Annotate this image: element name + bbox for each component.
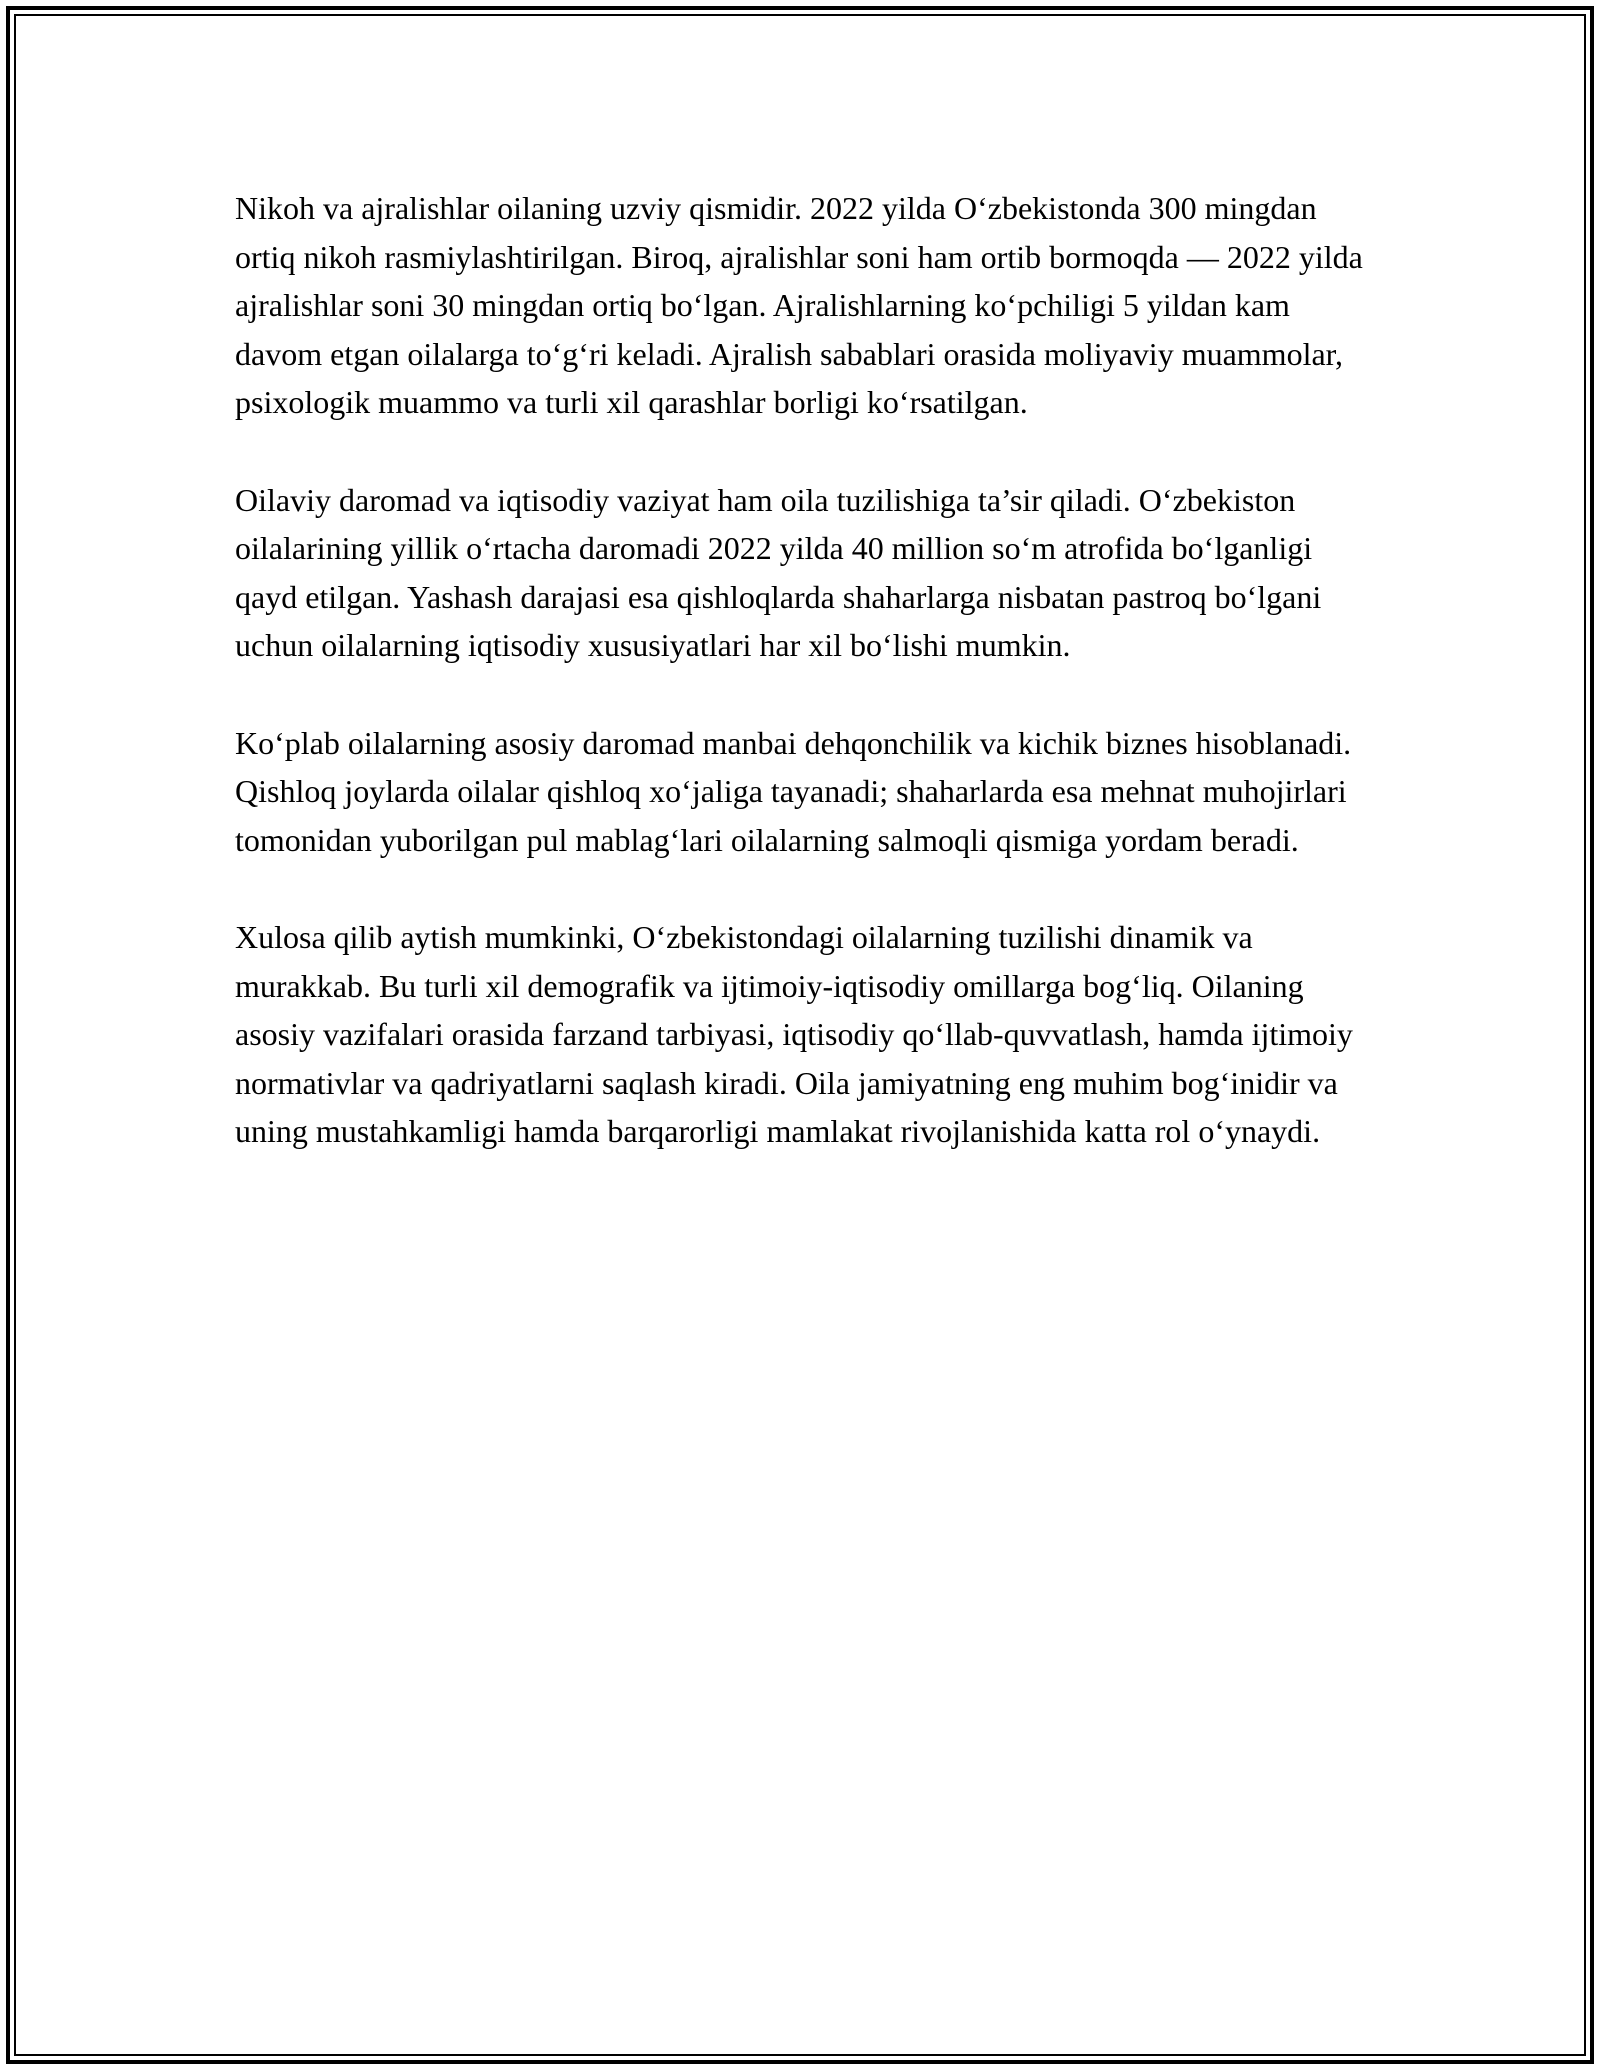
paragraph-income-sources: Ko‘plab oilalarning asosiy daromad manbai dehqonchilik va kichik biznes hisoblanadi. Qishloq joylarda oilalar qishloq xo‘jaliga tayanadi; shaharlarda esa mehnat muhojirlari tomonidan yuborilgan pul mablag‘lari oilalarning salmoqli qismiga yordam beradi. [235,724,1352,858]
paragraph-family-income: Oilaviy daromad va iqtisodiy vaziyat ham oila tuzilishiga ta’sir qiladi. O‘zbekiston oilalarining yillik o‘rtacha daromadi 2022 yilda 40 million so‘m atrofida bo‘lganligi qayd etilgan. Yashash darajasi esa qishloqlarda shaharlarga nisbatan pastroq bo‘lgani uchun oilalarning iqtisodiy xususiyatlari har xil bo‘lishi mumkin. [235,481,1322,663]
document-body [235,184,1375,1205]
paragraph-conclusion: Xulosa qilib aytish mumkinki, O‘zbekistondagi oilalarning tuzilishi dinamik va murakkab. Bu turli xil demografik va ijtimoiy-iqtisodiy omillarga bog‘liq. Oilaning asosiy vazifalari orasida farzand tarbiyasi, iqtisodiy qo‘llab-quvvatlash, hamda ijtimoiy normativlar va qadriyatlarni saqlash kiradi. Oila jamiyatning eng muhim bog‘inidir va uning mustahkamligi hamda barqarorligi mamlakat rivojlanishida katta rol o‘ynaydi. [235,919,1353,1149]
paragraph-marriage-divorce: Nikoh va ajralishlar oilaning uzviy qismidir. 2022 yilda O‘zbekistonda 300 mingdan ortiq nikoh rasmiylashtirilgan. Biroq, ajralishlar soni ham ortib bormoqda — 2022 yilda ajralishlar soni 30 mingdan ortiq bo‘lgan. Ajralishlarning ko‘pchiligi 5 yildan kam davom etgan oilalarga to‘g‘ri keladi. Ajralish sabablari orasida moliyaviy muammolar, psixologik muammo va turli xil qarashlar borligi ko‘rsatilgan. [235,190,1363,420]
